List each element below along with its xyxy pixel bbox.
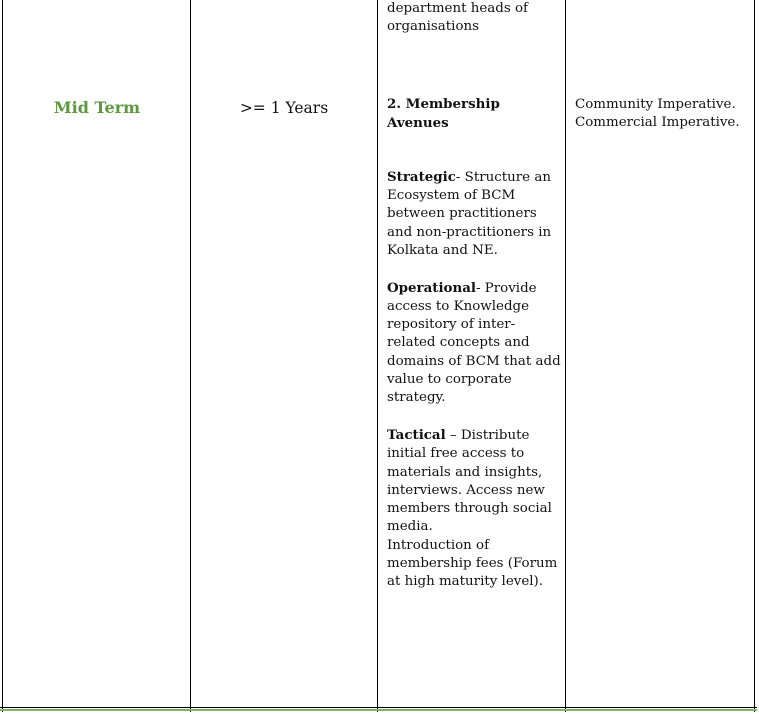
- intro-line: organisations: [387, 19, 480, 35]
- strategic-paragraph: [387, 168, 561, 260]
- strategic-text: - Structure an Ecosystem of BCM between practitioners and non-practitioners in Kolkata and NE.: [387, 169, 552, 258]
- section-heading: [387, 95, 561, 134]
- membership-avenues-heading: 2. Membership Avenues: [387, 95, 500, 132]
- row-divider-top: [2, 6, 3, 7]
- imperatives-cell: [575, 96, 755, 133]
- table-border-left: [2, 0, 3, 712]
- imperative-item: Commercial Imperative.: [575, 115, 740, 131]
- tactical-extra: Introduction of membership fees (Forum at high maturity level).: [387, 537, 558, 590]
- operational-paragraph: [387, 279, 561, 408]
- next-row-rule: [0, 709, 757, 711]
- operational-label: Operational: [387, 279, 476, 296]
- tactical-paragraph: [387, 426, 561, 537]
- term-cell: Mid Term: [53, 98, 141, 117]
- column-divider-3: [565, 0, 566, 712]
- tactical-text: – Distribute initial free access to materials and insights, interviews. Access new members through social media.: [387, 427, 552, 535]
- strategic-label: Strategic: [387, 168, 456, 185]
- imperative-item: Community Imperative.: [575, 97, 736, 112]
- description-cell: [387, 1, 561, 592]
- duration-cell: >= 1 Years: [239, 99, 329, 117]
- operational-text: - Provide access to Knowledge repository of inter-related concepts and domains of BCM that add value to corporate strategy.: [387, 280, 561, 406]
- intro-line: department heads of: [387, 1, 528, 16]
- column-divider-2: [377, 0, 378, 712]
- row-divider-bottom: [0, 707, 757, 708]
- tactical-label: Tactical: [387, 426, 446, 443]
